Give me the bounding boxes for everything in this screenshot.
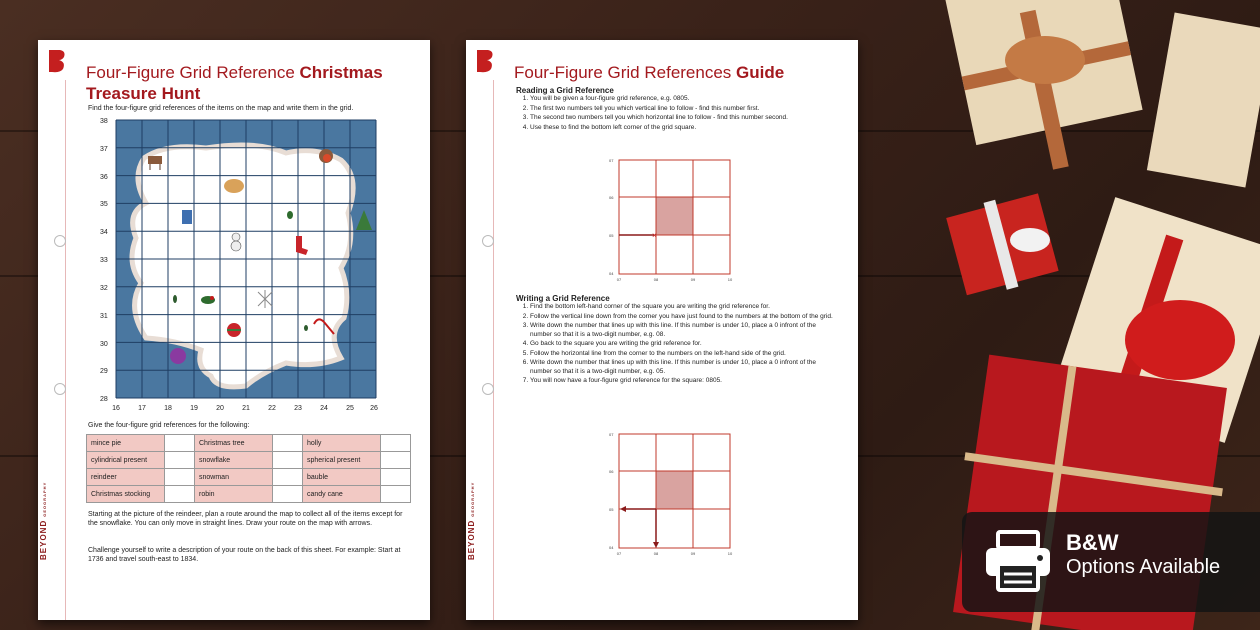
worksheet-guide [466, 40, 858, 620]
item-label: snowman [195, 469, 273, 486]
list-item: 5. Follow the horizontal line from the corner to the numbers on the left-hand side of the grid. [530, 350, 838, 359]
answer-cell[interactable] [165, 469, 195, 486]
x-label: 21 [242, 405, 250, 412]
margin-line [493, 80, 494, 620]
x-label: 17 [138, 405, 146, 412]
x-label: 08 [653, 277, 659, 282]
reading-section [516, 86, 838, 133]
x-label: 18 [164, 405, 172, 412]
list-item: 4. Use these to find the bottom left corner of the grid square. [530, 124, 838, 133]
item-label: mince pie [87, 435, 165, 452]
y-label: 35 [100, 201, 108, 208]
x-label: 23 [294, 405, 302, 412]
punch-hole [482, 383, 494, 395]
item-label: cylindrical present [87, 452, 165, 469]
list-item: 3. Write down the number that lines up with this line. If this number is under 10, place a 0 infront of the number so that it is a two-digit number, e.g. 08. [530, 322, 838, 339]
y-label: 33 [100, 257, 108, 264]
route-instructions: Starting at the picture of the reindeer, plan a route around the map to collect all of the items except for the snowflake. You can only move in straight lines. Draw your route on the map with arrows. [88, 511, 403, 527]
y-label: 06 [609, 469, 614, 474]
list-item: 7. You will now have a four-figure grid reference for the square: 0805. [530, 377, 838, 386]
holly-leaf-icon [287, 211, 293, 219]
x-label: 07 [616, 277, 622, 282]
item-label: bauble [303, 469, 381, 486]
x-label: 09 [690, 277, 696, 282]
list-item: 6. Write down the number that lines up with this line. If this number is under 10, place a 0 infront of the number so that it is a two-digit number, e.g. 05. [530, 359, 838, 376]
punch-hole [54, 383, 66, 395]
writing-heading: Writing a Grid Reference [516, 294, 610, 303]
y-label: 32 [100, 285, 108, 292]
list-item: 3. The second two numbers tell you which horizontal line to follow - find this number second. [530, 114, 838, 123]
arrow-left-icon [620, 506, 626, 512]
highlight-square [656, 197, 693, 235]
item-label: reindeer [87, 469, 165, 486]
item-label: snowflake [195, 452, 273, 469]
x-label: 24 [320, 405, 328, 412]
worksheet-title [86, 62, 400, 104]
punch-hole [482, 235, 494, 247]
y-label: 05 [609, 507, 614, 512]
table-row [87, 435, 411, 452]
title-regular: Four-Figure Grid Reference [86, 63, 300, 82]
y-label: 07 [609, 158, 614, 163]
give-refs-text: Give the four-figure grid references for the following: [88, 422, 250, 429]
worksheet-treasure-hunt [38, 40, 430, 620]
y-axis-labels [100, 118, 108, 403]
y-label: 05 [609, 233, 614, 238]
margin-line [65, 80, 66, 620]
title-regular: Four-Figure Grid References [514, 63, 737, 82]
y-label: 30 [100, 341, 108, 348]
table-row [87, 452, 411, 469]
answer-cell[interactable] [273, 435, 303, 452]
answer-cell[interactable] [273, 469, 303, 486]
answer-cell[interactable] [273, 452, 303, 469]
y-label: 29 [100, 368, 108, 375]
x-label: 16 [112, 405, 120, 412]
title-bold: Christmas Treasure Hunt [86, 63, 383, 103]
spherical-present-icon [227, 323, 241, 337]
beyond-logo-icon [46, 48, 68, 74]
writing-section [516, 294, 838, 387]
y-label: 06 [609, 195, 614, 200]
item-label: holly [303, 435, 381, 452]
brand-label [39, 482, 48, 560]
punch-hole [54, 235, 66, 247]
answer-cell[interactable] [165, 486, 195, 503]
list-item: 4. Go back to the square you are writing the grid reference for. [530, 340, 838, 349]
instruction-text: Find the four-figure grid references of the items on the map and write them in the grid. [88, 105, 354, 112]
list-item: 2. Follow the vertical line down from the corner you have just found to the numbers at the bottom of the grid. [530, 313, 838, 322]
answer-cell[interactable] [381, 469, 411, 486]
x-label: 07 [616, 551, 622, 556]
item-label: Christmas tree [195, 435, 273, 452]
answer-cell[interactable] [165, 452, 195, 469]
cylindrical-present-icon [182, 210, 192, 224]
x-label: 09 [690, 551, 696, 556]
y-label: 28 [100, 396, 108, 403]
mini-y-labels [609, 432, 614, 550]
list-item: 2. The first two numbers tell you which vertical line to follow - find this number first. [530, 105, 838, 114]
y-label: 38 [100, 118, 108, 125]
reading-heading: Reading a Grid Reference [516, 86, 614, 95]
item-label: spherical present [303, 452, 381, 469]
brand-text: BEYOND [39, 519, 48, 560]
table-row [87, 469, 411, 486]
mini-x-labels [617, 551, 733, 556]
x-label: 26 [370, 405, 378, 412]
answer-cell[interactable] [381, 435, 411, 452]
item-label: Christmas stocking [87, 486, 165, 503]
x-label: 10 [727, 551, 733, 556]
guide-title [514, 62, 828, 83]
y-label: 04 [609, 545, 614, 550]
example-grid-reading [606, 158, 741, 284]
title-bold: Guide [736, 63, 785, 82]
x-label: 10 [727, 277, 733, 282]
x-label: 25 [346, 405, 354, 412]
arrow-down-icon [653, 542, 659, 548]
list-item: 1. You will be given a four-figure grid reference, e.g. 0805. [530, 95, 838, 104]
answer-table [86, 434, 411, 503]
x-label: 20 [216, 405, 224, 412]
printer-icon [984, 530, 1052, 592]
item-label: robin [195, 486, 273, 503]
y-label: 07 [609, 432, 614, 437]
answer-cell[interactable] [381, 486, 411, 503]
brand-sub-text: GEOGRAPHY [470, 481, 475, 517]
bw-options-banner[interactable] [962, 512, 1260, 612]
x-axis-labels [112, 405, 378, 412]
mini-y-labels [609, 158, 614, 276]
banner-title: B&W [1066, 530, 1119, 555]
beyond-logo-icon [474, 48, 496, 74]
x-label: 08 [653, 551, 659, 556]
mince-pie-icon [224, 179, 244, 193]
x-label: 22 [268, 405, 276, 412]
writing-steps [516, 303, 838, 386]
answer-cell[interactable] [273, 486, 303, 503]
answer-cell[interactable] [165, 435, 195, 452]
y-label: 34 [100, 229, 108, 236]
banner-subtitle: Options Available [1066, 556, 1221, 578]
robin-icon [319, 149, 333, 163]
challenge-text: Challenge yourself to write a description of your route on the back of this sheet. For example: Start at 1736 and travel south-east to 1834. [88, 547, 401, 563]
y-label: 04 [609, 271, 614, 276]
table-row [87, 486, 411, 503]
y-label: 37 [100, 146, 108, 153]
y-label: 36 [100, 174, 108, 181]
list-item: 1. Find the bottom left-hand corner of the square you are writing the grid reference for. [530, 303, 838, 312]
y-label: 31 [100, 313, 108, 320]
cross-marker: × [652, 231, 657, 240]
highlight-square [656, 471, 693, 509]
x-label: 19 [190, 405, 198, 412]
brand-label [467, 482, 476, 560]
item-label: candy cane [303, 486, 381, 503]
brand-sub-text: GEOGRAPHY [42, 481, 47, 517]
mini-x-labels [617, 277, 733, 282]
treasure-map [86, 118, 386, 423]
holly-icon [201, 296, 215, 304]
answer-cell[interactable] [381, 452, 411, 469]
bauble-icon [170, 348, 186, 364]
brand-text: BEYOND [467, 519, 476, 560]
reading-steps [516, 95, 838, 132]
example-grid-writing [606, 432, 741, 558]
